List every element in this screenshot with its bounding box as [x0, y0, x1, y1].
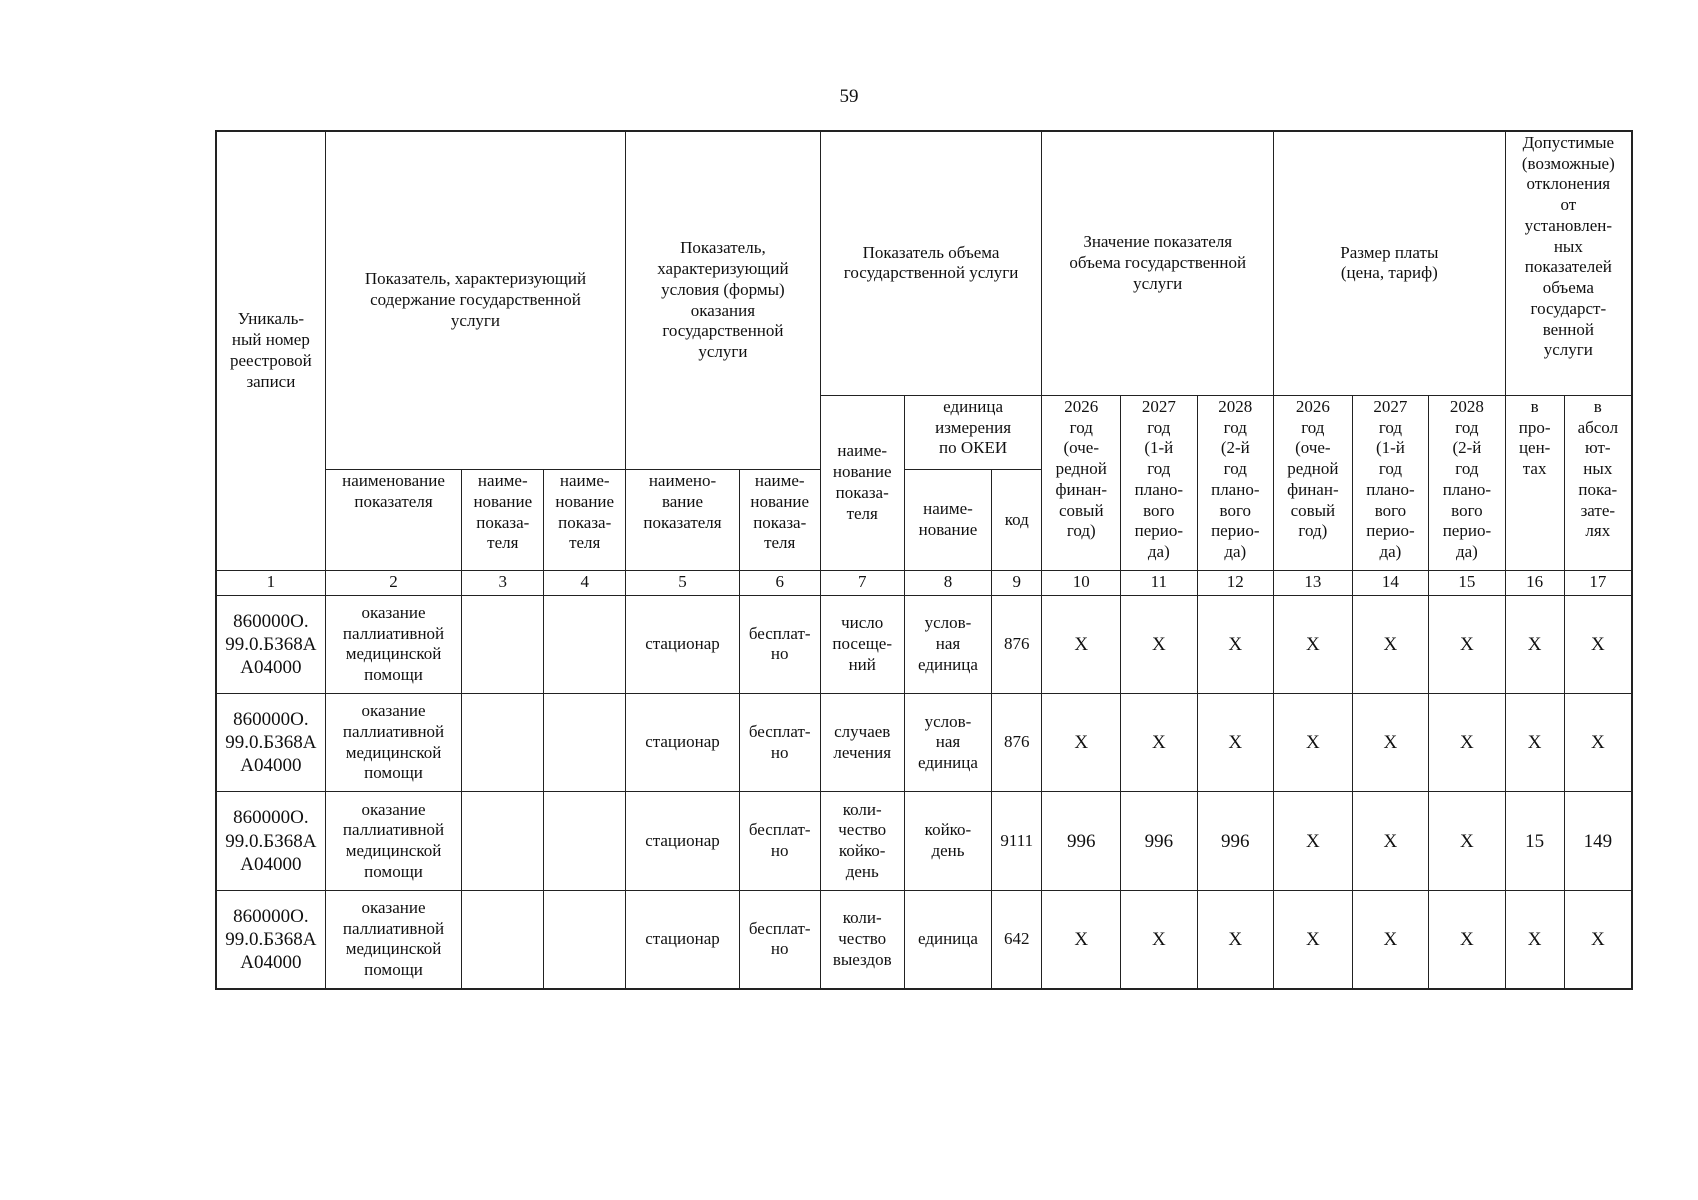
- table-row: [216, 595, 1632, 693]
- payment-2026: X: [1274, 890, 1353, 989]
- volume-indicator-name: случаев лечения: [820, 694, 904, 792]
- column-number: 15: [1429, 570, 1506, 595]
- header-conditions-name-2: наиме- нование показа- теля: [739, 470, 820, 571]
- volume-2027: X: [1121, 595, 1197, 693]
- volume-2028: X: [1197, 595, 1273, 693]
- column-number: 11: [1121, 570, 1197, 595]
- column-number: 17: [1564, 570, 1632, 595]
- payment-2026: X: [1274, 792, 1353, 890]
- volume-2026: X: [1042, 694, 1121, 792]
- volume-2026: X: [1042, 890, 1121, 989]
- header-content-name-2: наиме- нование показа- теля: [462, 470, 544, 571]
- header-content-name-1: наименование показателя: [325, 470, 462, 571]
- content-indicator-1: оказание паллиативной медицинской помощи: [325, 595, 462, 693]
- volume-2026: X: [1042, 595, 1121, 693]
- payment-2028: X: [1429, 792, 1506, 890]
- volume-2027: 996: [1121, 792, 1197, 890]
- deviation-absolute: X: [1564, 694, 1632, 792]
- deviation-percent: X: [1505, 694, 1564, 792]
- payment-2027: X: [1352, 890, 1428, 989]
- content-indicator-2: [462, 792, 544, 890]
- table-row: [216, 890, 1632, 989]
- payment-2027: X: [1352, 595, 1428, 693]
- header-volume-indicator: Показатель объема государственной услуги: [820, 131, 1042, 395]
- header-payment-2028: 2028 год (2-й год плано- вого перио- да): [1429, 395, 1506, 570]
- column-number: 12: [1197, 570, 1273, 595]
- content-indicator-2: [462, 890, 544, 989]
- conditions-indicator-1: стационар: [626, 694, 740, 792]
- column-number: 9: [992, 570, 1042, 595]
- content-indicator-3: [544, 694, 626, 792]
- conditions-indicator-1: стационар: [626, 595, 740, 693]
- page-number: 59: [839, 86, 859, 107]
- payment-2026: X: [1274, 694, 1353, 792]
- conditions-indicator-1: стационар: [626, 792, 740, 890]
- column-number-row: [216, 570, 1632, 595]
- header-conditions-indicator: Показатель, характеризующий условия (формы) оказания государственной услуги: [626, 131, 820, 470]
- header-volume-name: наиме- нование показа- теля: [820, 395, 904, 570]
- deviation-percent: X: [1505, 890, 1564, 989]
- payment-2027: X: [1352, 694, 1428, 792]
- content-indicator-3: [544, 890, 626, 989]
- header-content-name-3: наиме- нование показа- теля: [544, 470, 626, 571]
- conditions-indicator-1: стационар: [626, 890, 740, 989]
- header-conditions-name-1: наимено- вание показателя: [626, 470, 740, 571]
- unit-code: 9111: [992, 792, 1042, 890]
- header-payment: Размер платы (цена, тариф): [1274, 131, 1506, 395]
- header-volume-2028: 2028 год (2-й год плано- вого перио- да): [1197, 395, 1273, 570]
- payment-2028: X: [1429, 890, 1506, 989]
- column-number: 3: [462, 570, 544, 595]
- content-indicator-1: оказание паллиативной медицинской помощи: [325, 792, 462, 890]
- volume-2028: X: [1197, 890, 1273, 989]
- header-registry-number: Уникаль- ный номер реестровой записи: [216, 131, 325, 570]
- conditions-indicator-2: бесплат- но: [739, 694, 820, 792]
- column-number: 10: [1042, 570, 1121, 595]
- volume-2028: 996: [1197, 792, 1273, 890]
- deviation-absolute: X: [1564, 890, 1632, 989]
- payment-2027: X: [1352, 792, 1428, 890]
- header-content-indicator: Показатель, характеризующий содержание государственной услуги: [325, 131, 625, 470]
- volume-indicator-name: число посеще- ний: [820, 595, 904, 693]
- volume-2027: X: [1121, 694, 1197, 792]
- unit-code: 876: [992, 694, 1042, 792]
- unit-code: 642: [992, 890, 1042, 989]
- registry-number: 860000О. 99.0.БЗ68А А04000: [216, 792, 325, 890]
- unit-name: койко- день: [904, 792, 991, 890]
- column-number: 4: [544, 570, 626, 595]
- content-indicator-3: [544, 792, 626, 890]
- unit-name: единица: [904, 890, 991, 989]
- header-deviation: Допустимые (возможные) отклонения от установлен- ных показателей объема государст- венной услуги: [1505, 131, 1632, 395]
- column-number: 5: [626, 570, 740, 595]
- deviation-absolute: X: [1564, 595, 1632, 693]
- conditions-indicator-2: бесплат- но: [739, 890, 820, 989]
- header-volume-2027: 2027 год (1-й год плано- вого перио- да): [1121, 395, 1197, 570]
- registry-number: 860000О. 99.0.БЗ68А А04000: [216, 595, 325, 693]
- conditions-indicator-2: бесплат- но: [739, 595, 820, 693]
- table-row: [216, 792, 1632, 890]
- header-payment-2026: 2026 год (оче- редной финан- совый год): [1274, 395, 1353, 570]
- header-deviation-absolute: в абсол ют- ных пока- зате- лях: [1564, 395, 1632, 570]
- header-okei-unit: единица измерения по ОКЕИ: [904, 395, 1042, 469]
- conditions-indicator-2: бесплат- но: [739, 792, 820, 890]
- deviation-percent: 15: [1505, 792, 1564, 890]
- payment-2028: X: [1429, 595, 1506, 693]
- deviation-percent: X: [1505, 595, 1564, 693]
- volume-indicator-name: коли- чество койко- день: [820, 792, 904, 890]
- header-payment-2027: 2027 год (1-й год плано- вого перио- да): [1352, 395, 1428, 570]
- content-indicator-1: оказание паллиативной медицинской помощи: [325, 694, 462, 792]
- registry-number: 860000О. 99.0.БЗ68А А04000: [216, 890, 325, 989]
- header-volume-value: Значение показателя объема государственной услуги: [1042, 131, 1274, 395]
- header-volume-2026: 2026 год (оче- редной финан- совый год): [1042, 395, 1121, 570]
- content-indicator-2: [462, 694, 544, 792]
- column-number: 6: [739, 570, 820, 595]
- volume-indicator-name: коли- чество выездов: [820, 890, 904, 989]
- deviation-absolute: 149: [1564, 792, 1632, 890]
- state-service-volume-table: [215, 130, 1633, 990]
- column-number: 2: [325, 570, 462, 595]
- header-deviation-percent: в про- цен- тах: [1505, 395, 1564, 570]
- volume-2027: X: [1121, 890, 1197, 989]
- unit-name: услов- ная единица: [904, 595, 991, 693]
- unit-code: 876: [992, 595, 1042, 693]
- column-number: 1: [216, 570, 325, 595]
- column-number: 16: [1505, 570, 1564, 595]
- content-indicator-1: оказание паллиативной медицинской помощи: [325, 890, 462, 989]
- header-unit-name: наиме- нование: [904, 470, 991, 571]
- content-indicator-2: [462, 595, 544, 693]
- content-indicator-3: [544, 595, 626, 693]
- payment-2026: X: [1274, 595, 1353, 693]
- payment-2028: X: [1429, 694, 1506, 792]
- table-row: [216, 694, 1632, 792]
- registry-number: 860000О. 99.0.БЗ68А А04000: [216, 694, 325, 792]
- column-number: 8: [904, 570, 991, 595]
- column-number: 14: [1352, 570, 1428, 595]
- volume-2028: X: [1197, 694, 1273, 792]
- column-number: 7: [820, 570, 904, 595]
- unit-name: услов- ная единица: [904, 694, 991, 792]
- column-number: 13: [1274, 570, 1353, 595]
- volume-2026: 996: [1042, 792, 1121, 890]
- header-unit-code: код: [992, 470, 1042, 571]
